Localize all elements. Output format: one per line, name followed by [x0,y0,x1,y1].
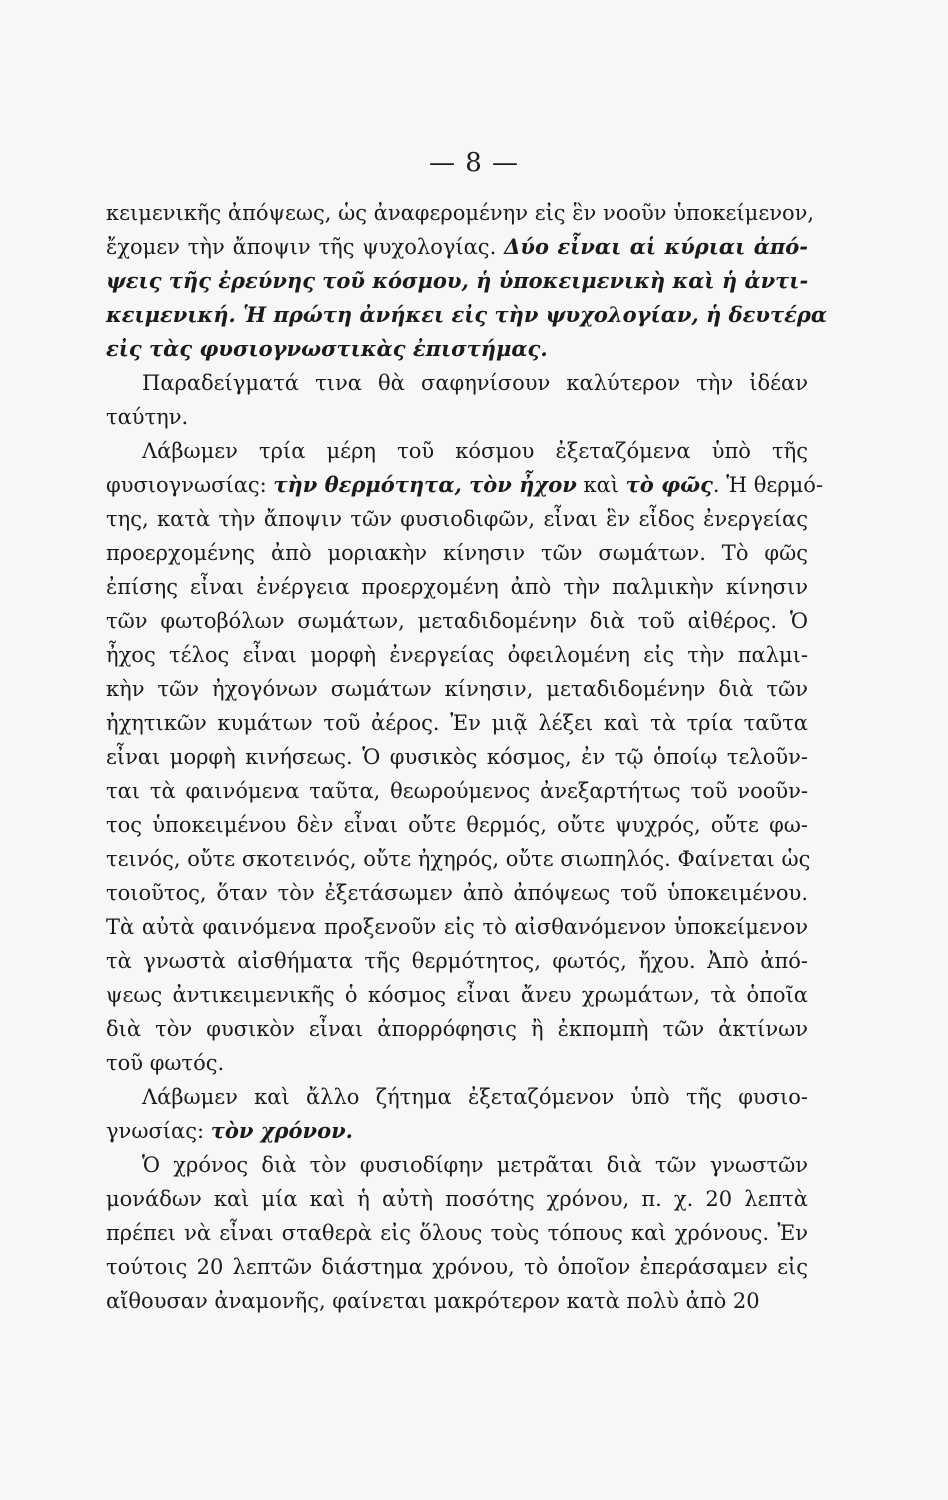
line-text: τεινός, οὔτε σκοτεινός, οὔτε ἠχηρός, οὔτε σιωπηλός. Φαίνεται ὡς [106,847,811,871]
text-line [106,1250,808,1284]
line-text: Λάβωμεν καὶ ἄλλο ζήτημα ἐξεταζόμενον ὑπὸ τῆς φυσιο- [142,1085,808,1109]
line-text: γνωσίας: [106,1119,211,1143]
line-text: Παραδείγματά τινα θὰ σαφηνίσουν καλύτερον τὴν ἰδέαν [142,371,808,395]
line-text: ψεως ἀντικειμενικῆς ὁ κόσμος εἶναι ἄνευ χρωμάτων, τὰ ὁποῖα [106,983,808,1007]
line-text: ἔχομεν τὴν ἄποψιν τῆς ψυχολογίας. [106,235,505,259]
line-text: καὶ [576,473,626,497]
text-line [106,808,808,842]
line-text: Τὰ αὐτὰ φαινόμενα προξενοῦν εἰς τὸ αἰσθανόμενον ὑποκείμενον [106,915,808,939]
line-text: προερχομένης ἀπὸ μοριακὴν κίνησιν τῶν σωμάτων. Τὸ φῶς [106,541,808,565]
line-text: ἦχος τέλος εἶναι μορφὴ ἐνεργείας ὀφειλομένη εἰς τὴν παλμι- [106,643,808,667]
text-line [106,1046,808,1080]
text-line [106,1012,808,1046]
line-text: Λάβωμεν τρία μέρη τοῦ κόσμου ἐξεταζόμενα ὑπὸ τῆς [142,439,808,463]
line-text: τοιοῦτος, ὅταν τὸν ἐξετάσωμεν ἀπὸ ἀπόψεως τοῦ ὑποκειμένου. [106,881,808,905]
text-line [106,1216,808,1250]
text-line [106,1182,808,1216]
text-line [106,876,808,910]
line-text: Ὁ χρόνος διὰ τὸν φυσιοδίφην μετρᾶται διὰ τῶν γνωστῶν [142,1153,808,1177]
text-line [106,604,808,638]
text-line [106,842,811,876]
line-text: ἠχητικῶν κυμάτων τοῦ ἀέρος. Ἐν μιᾷ λέξει καὶ τὰ τρία ταῦτα [106,711,808,735]
line-text: τοῦ φωτός. [106,1051,225,1075]
text-line [106,672,808,706]
line-text: αἴθουσαν ἀναμονῆς, φαίνεται μακρότερον κατὰ πολὺ ἀπὸ 20 [106,1289,760,1313]
text-line [106,502,808,536]
line-text: μονάδων καὶ μία καὶ ἡ αὐτὴ ποσότης χρόνου, π. χ. 20 λεπτὰ [106,1187,808,1211]
line-text: διὰ τὸν φυσικὸν εἶναι ἀπορρόφησις ἢ ἐκπομπὴ τῶν ἀκτίνων [106,1017,808,1041]
line-text: τὰ γνωστὰ αἰσθήματα τῆς θερμότητος, φωτός, ἤχου. Ἀπὸ ἀπό- [106,949,808,973]
body-text [106,196,827,1318]
text-line [106,332,808,366]
emphasis-text: τὸ φῶς [625,472,713,497]
emphasis-text: εἰς τὰς φυσιογνωστικὰς ἐπιστήμας. [106,336,548,361]
line-text: ται τὰ φαινόμενα ταῦτα, θεωρούμενος ἀνεξαρτήτως τοῦ νοοῦν- [106,779,808,803]
page-number: — 8 — [428,148,520,178]
line-text: ἐπίσης εἶναι ἐνέργεια προερχομένη ἀπὸ τὴν παλμικὴν κίνησιν [106,575,808,599]
text-line [106,1284,808,1318]
text-line [106,978,808,1012]
text-line [106,740,808,774]
text-line [106,434,808,468]
line-text: ταύτην. [106,405,189,429]
line-text: . Ἡ θερμό- [712,473,824,497]
text-line [106,366,808,400]
text-line [106,910,808,944]
line-text: εἶναι μορφὴ κινήσεως. Ὁ φυσικὸς κόσμος, ἐν τῷ ὁποίῳ τελοῦν- [106,745,808,769]
text-line [106,774,808,808]
text-line [106,638,808,672]
text-line [106,1114,808,1148]
line-text: τος ὑποκειμένου δὲν εἶναι οὔτε θερμός, οὔτε ψυχρός, οὔτε φω- [106,813,808,837]
text-line [106,400,808,434]
text-line [106,944,808,978]
text-line [106,1080,808,1114]
emphasis-text: Δύο εἶναι αἱ κύριαι ἀπό- [504,234,808,259]
line-text: κὴν τῶν ἠχογόνων σωμάτων κίνησιν, μεταδιδομένην διὰ τῶν [106,677,808,701]
line-text: φυσιογνωσίας: [106,473,274,497]
text-line [106,230,808,264]
emphasis-text: ψεις τῆς ἐρεύνης τοῦ κόσμου, ἡ ὑποκειμενικὴ καὶ ἡ ἀντι- [106,268,809,293]
line-text: της, κατὰ τὴν ἄποψιν τῶν φυσιοδιφῶν, εἶναι ἓν εἶδος ἐνεργείας [106,507,808,531]
line-text: κειμενικῆς ἀπόψεως, ὡς ἀναφερομένην εἰς ἓν νοοῦν ὑποκείμενον, [106,201,815,225]
line-text: πρέπει νὰ εἶναι σταθερὰ εἰς ὅλους τοὺς τόπους καὶ χρόνους. Ἐν [106,1221,808,1245]
emphasis-text: κειμενική. Ἡ πρώτη ἀνήκει εἰς τὴν ψυχολογίαν, ἡ δευτέρα [106,302,827,327]
emphasis-text: τὴν θερμότητα, τὸν ἦχον [273,472,577,497]
line-text: τούτοις 20 λεπτῶν διάστημα χρόνου, τὸ ὁποῖον ἐπεράσαμεν εἰς [106,1255,808,1279]
text-line [106,1148,808,1182]
text-line [106,536,808,570]
text-line [106,570,808,604]
text-line [106,264,808,298]
text-line [106,298,827,332]
text-line [106,468,824,502]
text-line [106,196,815,230]
emphasis-text: τὸν χρόνον. [210,1118,353,1143]
text-line [106,706,808,740]
line-text: τῶν φωτοβόλων σωμάτων, μεταδιδομένην διὰ τοῦ αἰθέρος. Ὁ [106,609,808,633]
